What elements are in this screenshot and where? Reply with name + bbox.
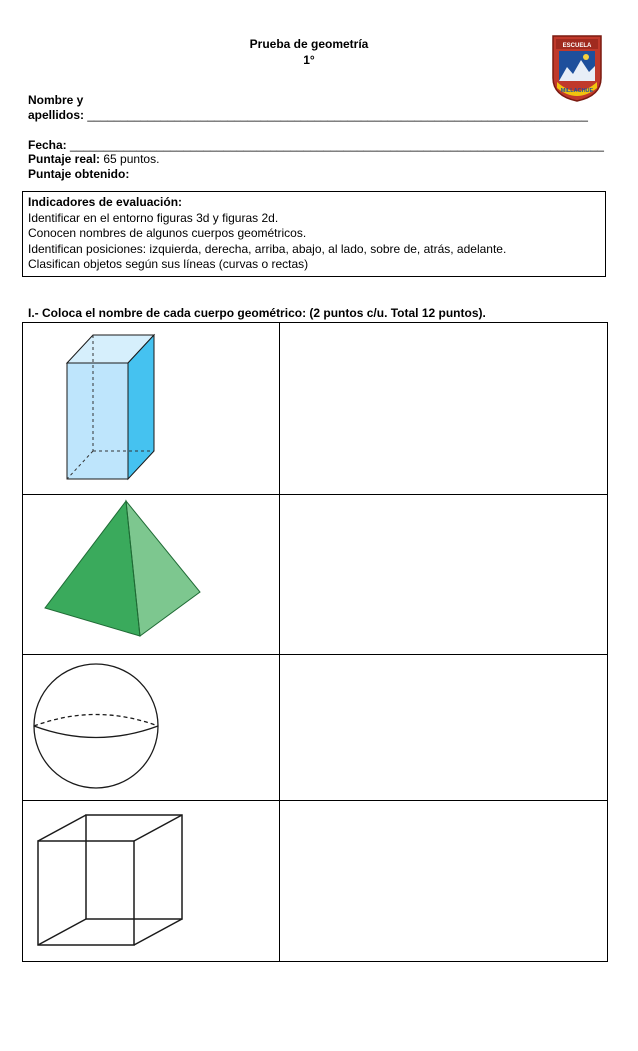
grade-text: 1° bbox=[303, 53, 315, 67]
answer-cell[interactable] bbox=[280, 323, 608, 495]
figures-table bbox=[22, 322, 608, 962]
name-blank: ___________________________________________________________________________ bbox=[87, 108, 588, 122]
figure-cell bbox=[23, 323, 280, 495]
name-label-line1: Nombre y bbox=[28, 93, 84, 107]
date-field[interactable] bbox=[28, 138, 604, 153]
cube-icon bbox=[23, 801, 279, 961]
prism-icon bbox=[23, 323, 279, 494]
score-obtained-label: Puntaje obtenido: bbox=[28, 167, 130, 181]
name-field[interactable] bbox=[28, 108, 588, 123]
indicator-item: Clasifican objetos según sus líneas (curvas o rectas) bbox=[28, 257, 309, 271]
answer-cell[interactable] bbox=[280, 655, 608, 801]
figure-cell bbox=[23, 801, 280, 962]
pyramid-icon bbox=[23, 495, 279, 654]
section-instruction: I.- Coloca el nombre de cada cuerpo geométrico: (2 puntos c/u. Total 12 puntos). bbox=[28, 306, 486, 320]
indicator-item: Conocen nombres de algunos cuerpos geométricos. bbox=[28, 226, 307, 240]
indicators-title: Indicadores de evaluación: bbox=[28, 195, 183, 209]
sphere-icon bbox=[23, 655, 279, 800]
figure-cell bbox=[23, 495, 280, 655]
date-label: Fecha: bbox=[28, 138, 67, 152]
name-label: apellidos: bbox=[28, 108, 85, 122]
figure-cell bbox=[23, 655, 280, 801]
answer-cell[interactable] bbox=[280, 495, 608, 655]
indicators-box bbox=[22, 191, 606, 277]
score-real-label: Puntaje real: bbox=[28, 152, 101, 166]
logo-bottom-text: MILLACHUE bbox=[560, 88, 594, 94]
indicator-item: Identifican posiciones: izquierda, derecha, arriba, abajo, al lado, sobre de, atrás, adelante. bbox=[28, 241, 507, 256]
title-text: Prueba de geometría bbox=[249, 37, 369, 51]
test-title bbox=[0, 36, 638, 68]
score-real bbox=[28, 152, 159, 167]
indicator-item: Identificar en el entorno figuras 3d y figuras 2d. bbox=[28, 210, 279, 225]
school-logo bbox=[551, 34, 603, 102]
logo-top-text: ESCUELA bbox=[562, 43, 592, 49]
score-real-value: 65 puntos. bbox=[103, 152, 160, 166]
date-blank: ________________________________________________________________________________ bbox=[70, 138, 604, 152]
answer-cell[interactable] bbox=[280, 801, 608, 962]
